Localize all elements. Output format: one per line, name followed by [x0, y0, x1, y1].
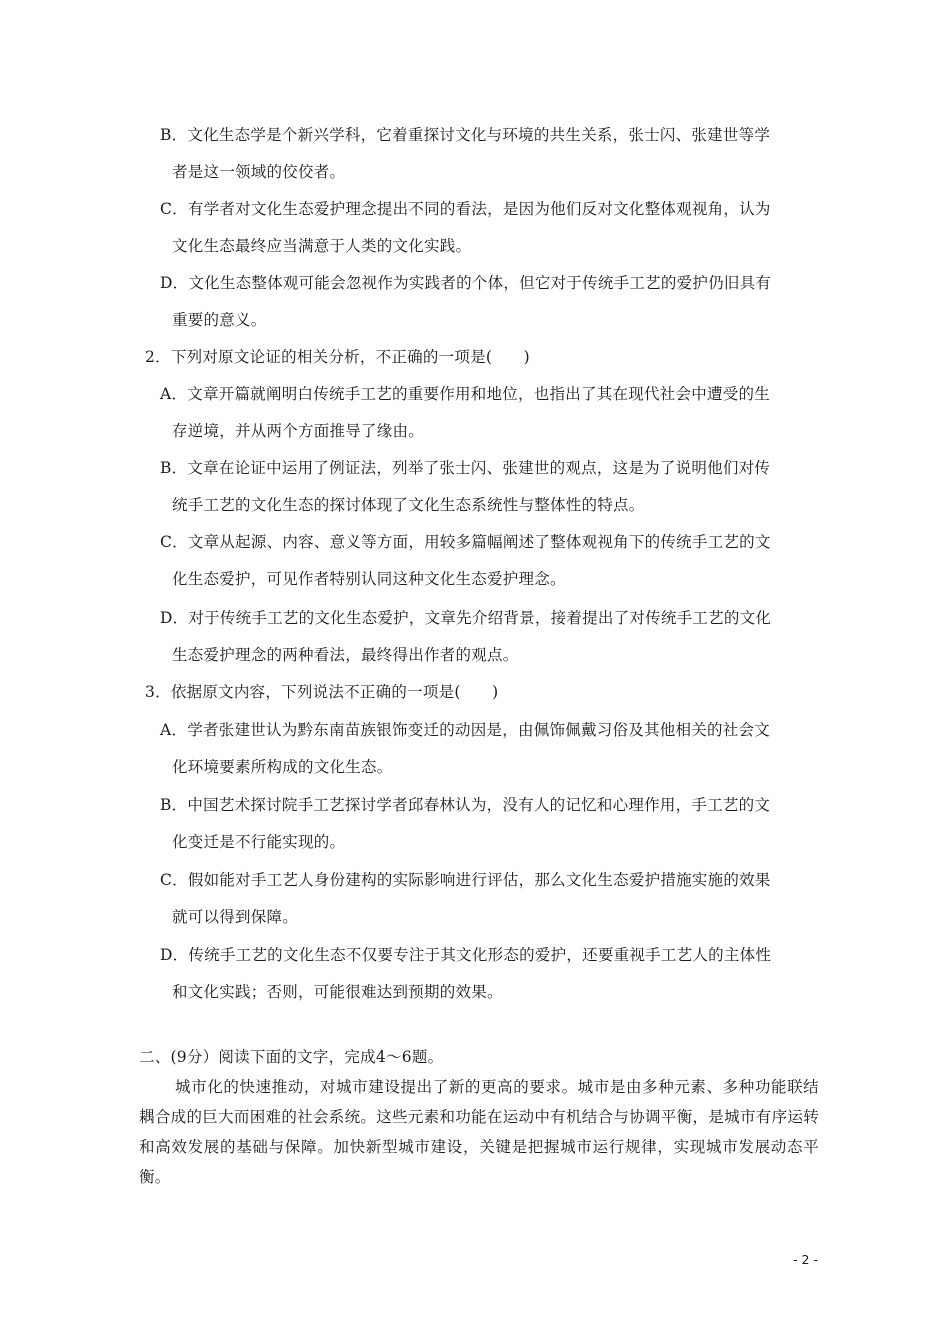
q2-option-d — [160, 600, 820, 674]
option-line: 化环境要素所构成的文化生态。 — [172, 758, 393, 776]
q3-option-b — [160, 787, 820, 861]
q2-option-a — [160, 376, 820, 450]
section-2-heading: 二、(9分）阅读下面的文字，完成4～6题。 — [139, 1048, 444, 1066]
q3-option-a — [160, 712, 820, 786]
option-line: 化变迁是不行能实现的。 — [172, 833, 346, 851]
option-line: 文化生态最终应当满意于人类的文化实践。 — [172, 237, 472, 255]
option-line: A．文章开篇就阐明白传统手工艺的重要作用和地位，也指出了其在现代社会中遭受的生 — [160, 385, 770, 403]
question-3-stem: 3．依据原文内容，下列说法不正确的一项是( ) — [145, 683, 499, 701]
option-line: 化生态爱护，可见作者特别认同这种文化生态爱护理念。 — [172, 570, 566, 588]
option-line: D．对于传统手工艺的文化生态爱护，文章先介绍背景，接着提出了对传统手工艺的文化 — [160, 609, 772, 627]
q1-option-d — [160, 265, 820, 339]
option-line: A．学者张建世认为黔东南苗族银饰变迁的动因是，由佩饰佩戴习俗及其他相关的社会文 — [160, 721, 770, 739]
option-line: D．文化生态整体观可能会忽视作为实践者的个体，但它对于传统手工艺的爱护仍旧具有 — [160, 274, 772, 292]
q1-option-b — [160, 117, 820, 191]
option-line: 就可以得到保障。 — [172, 908, 299, 926]
option-line: C．假如能对手工艺人身份建构的实际影响进行评估，那么文化生态爱护措施实施的效果 — [160, 871, 771, 889]
option-line: 统手工艺的文化生态的探讨体现了文化生态系统性与整体性的特点。 — [172, 496, 645, 514]
option-line: 重要的意义。 — [172, 311, 267, 329]
option-line: 和文化实践；否则，可能很难达到预期的效果。 — [172, 983, 503, 1001]
q3-option-c — [160, 862, 820, 936]
question-2-stem: 2．下列对原文论证的相关分析，不正确的一项是( ) — [145, 348, 530, 366]
option-line: C．有学者对文化生态爱护理念提出不同的看法，是因为他们反对文化整体观视角，认为 — [160, 200, 771, 218]
option-line: B．文章在论证中运用了例证法，列举了张士闪、张建世的观点，这是为了说明他们对传 — [160, 459, 771, 477]
option-line: D．传统手工艺的文化生态不仅要专注于其文化形态的爱护，还要重视手工艺人的主体性 — [160, 946, 772, 964]
q2-option-c — [160, 524, 820, 598]
q2-option-b — [160, 450, 820, 524]
option-line: C．文章从起源、内容、意义等方面，用较多篇幅阐述了整体观视角下的传统手工艺的文 — [160, 533, 771, 551]
q1-option-c — [160, 191, 820, 265]
option-line: 存逆境，并从两个方面推导了缘由。 — [172, 422, 425, 440]
page-number: - 2 - — [793, 1252, 818, 1267]
section-2-paragraph: 城市化的快速推动，对城市建设提出了新的更高的要求。城市是由多种元素、多种功能联结耦合成的巨大而困难的社会系统。这些元素和功能在运动中有机结合与协调平衡，是城市有序运转和高效发展的基础与保障。加快新型城市建设，关键是把握城市运行规律，实现城市发展动态平衡。 — [139, 1078, 819, 1186]
option-line: 生态爱护理念的两种看法，最终得出作者的观点。 — [172, 646, 519, 664]
option-line: B．文化生态学是个新兴学科，它着重探讨文化与环境的共生关系，张士闪、张建世等学 — [160, 126, 771, 144]
q3-option-d — [160, 937, 820, 1011]
option-line: B．中国艺术探讨院手工艺探讨学者邱春林认为，没有人的记忆和心理作用，手工艺的文 — [160, 796, 771, 814]
option-line: 者是这一领域的佼佼者。 — [172, 163, 346, 181]
